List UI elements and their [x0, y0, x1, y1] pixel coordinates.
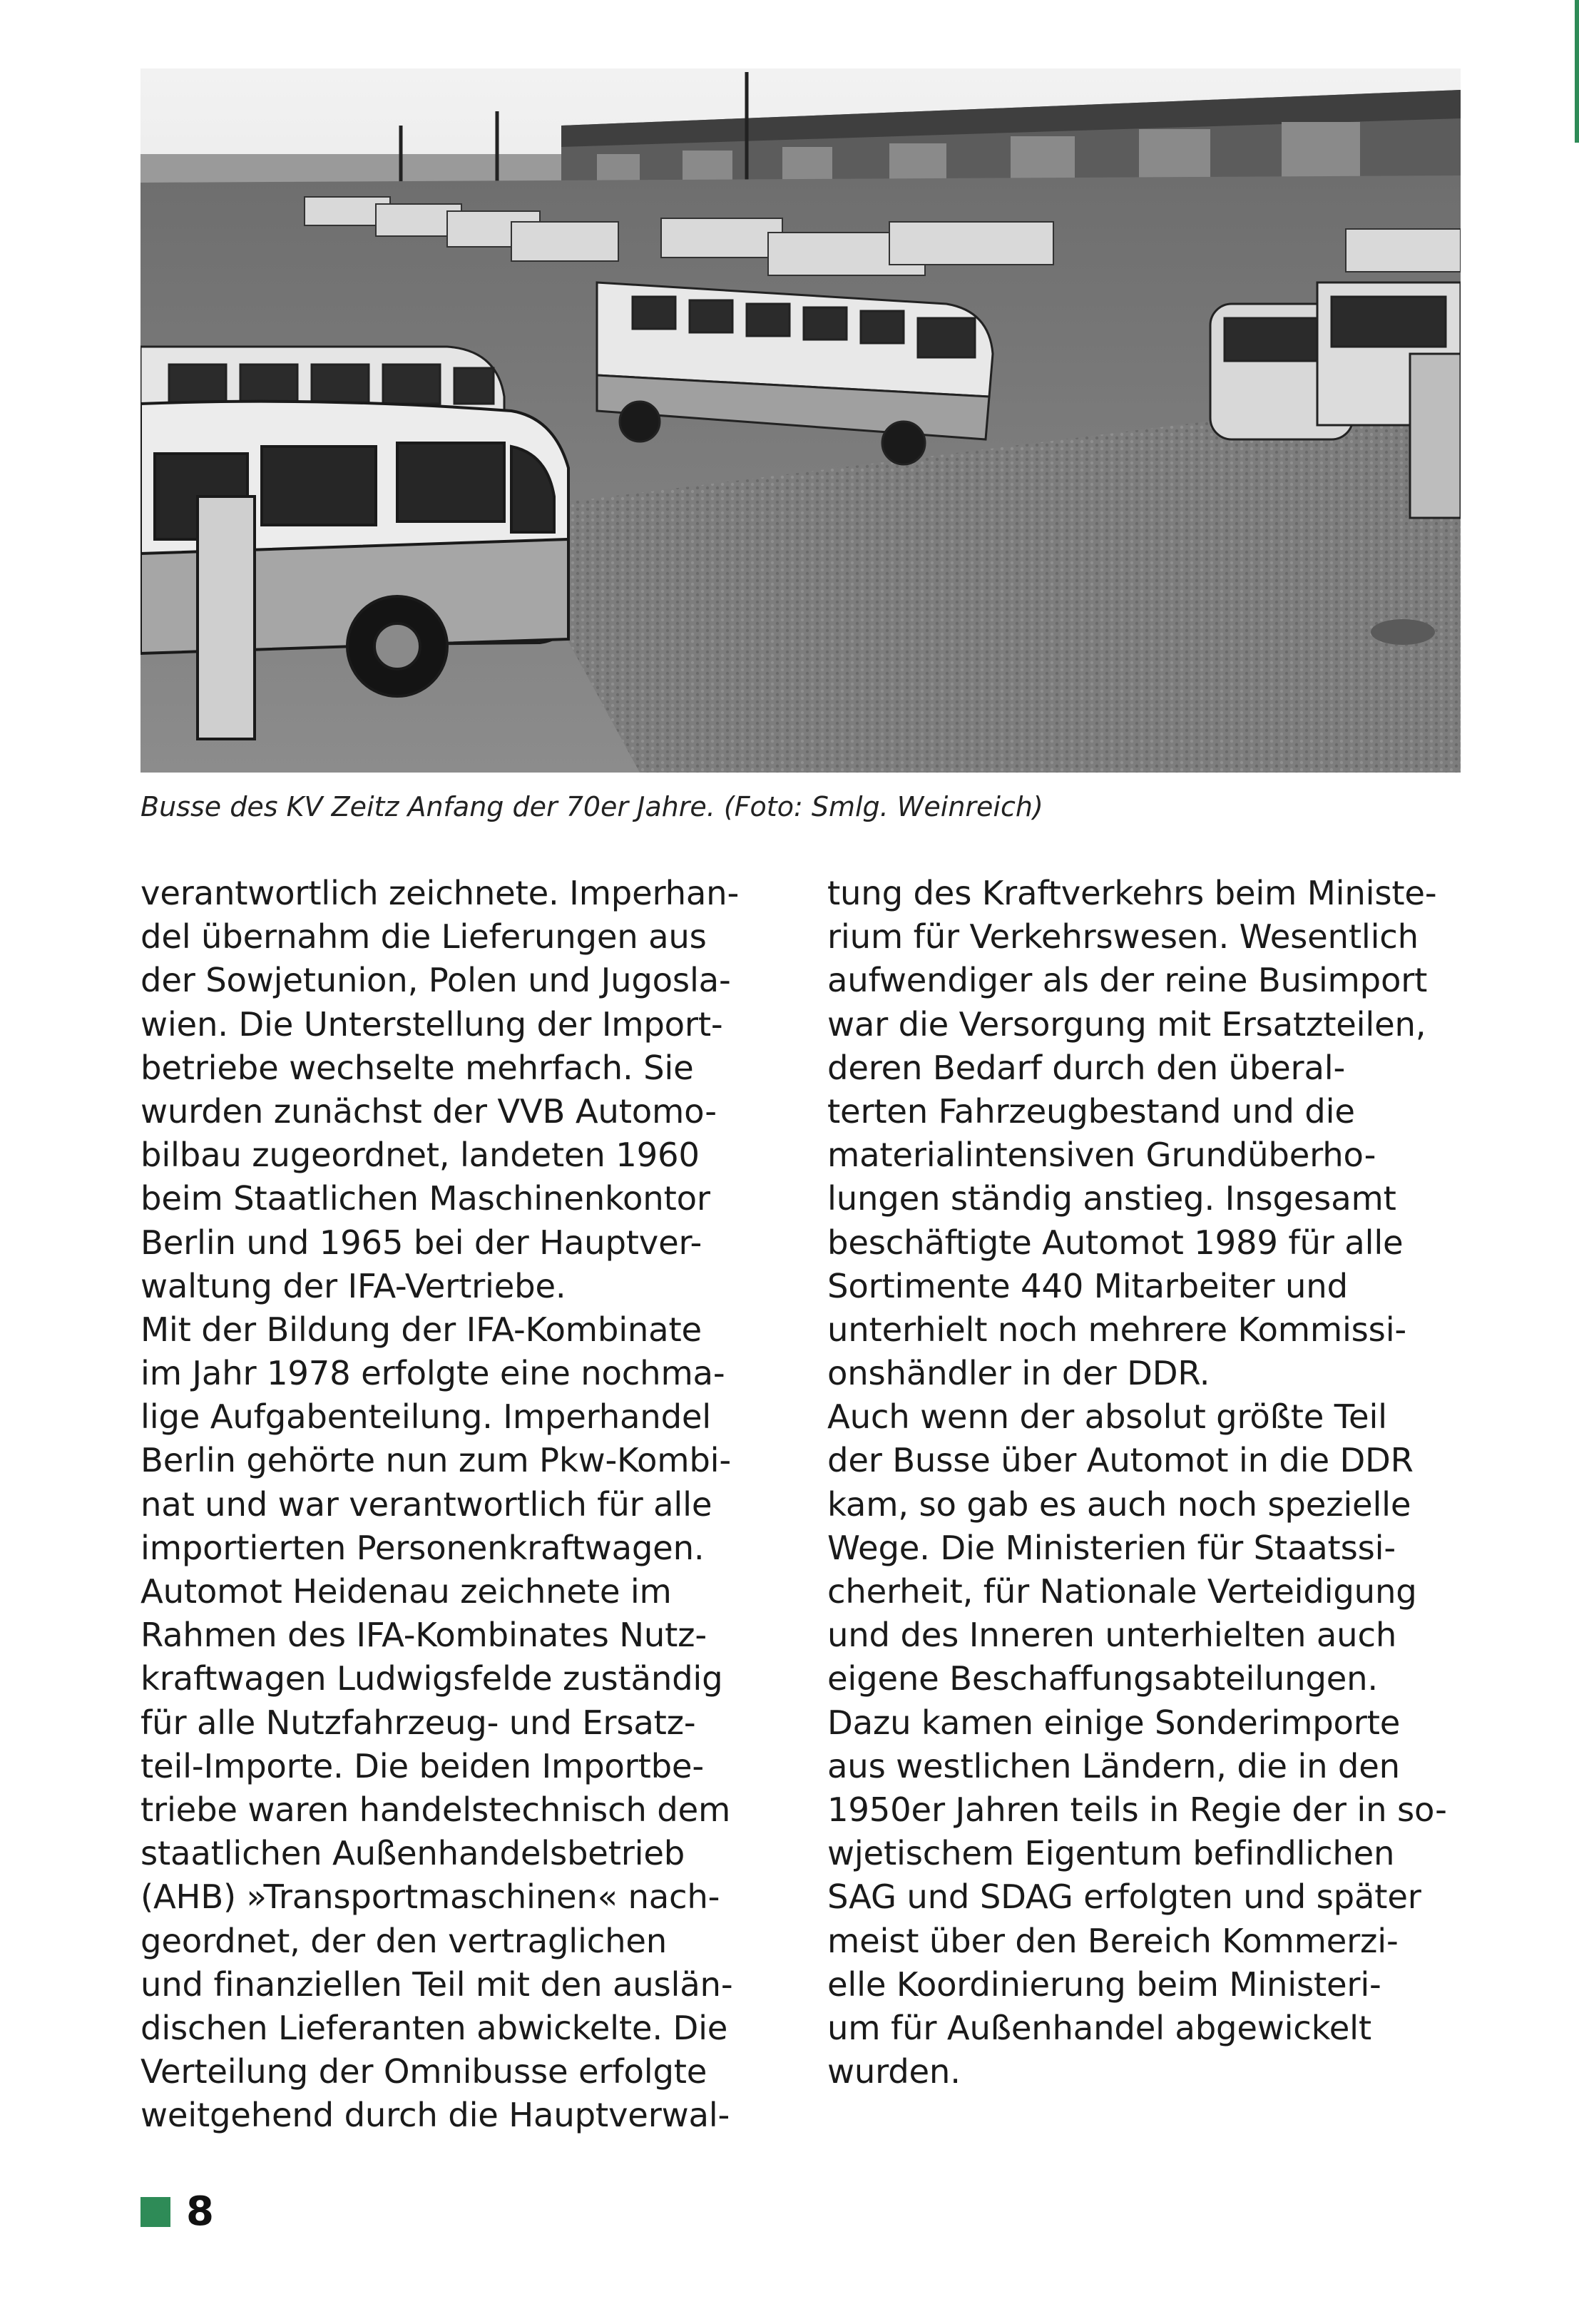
- text-line: unterhielt noch mehrere Kommissi-: [827, 1310, 1407, 1349]
- text-line: wjetischem Eigentum befindlichen: [827, 1834, 1395, 1873]
- photo-caption: Busse des KV Zeitz Anfang der 70er Jahre. (Foto: Smlg. Weinreich): [140, 791, 1043, 822]
- text-line: 1950er Jahren teils in Regie der in so-: [827, 1790, 1447, 1829]
- text-line: der Busse über Automot in die DDR: [827, 1441, 1414, 1480]
- text-line: wurden.: [827, 2052, 961, 2091]
- text-line: Berlin gehörte nun zum Pkw-Kombi-: [140, 1441, 731, 1480]
- text-line: im Jahr 1978 erfolgte eine nochma-: [140, 1354, 725, 1393]
- text-line: Mit der Bildung der IFA-Kombinate: [140, 1310, 702, 1349]
- text-line: SAG und SDAG erfolgten und später: [827, 1877, 1421, 1917]
- left-text-column: [140, 872, 782, 2137]
- right-text-column: [827, 872, 1469, 2094]
- text-line: aus westlichen Ländern, die in den: [827, 1746, 1400, 1785]
- page-number: 8: [186, 2188, 214, 2235]
- text-line: Berlin und 1965 bei der Hauptver-: [140, 1223, 702, 1262]
- text-line: triebe waren handelstechnisch dem: [140, 1790, 731, 1829]
- text-line: dischen Lieferanten abwickelte. Die: [140, 2008, 728, 2047]
- page-edge-marker: [1575, 0, 1579, 143]
- text-line: waltung der IFA-Vertriebe.: [140, 1266, 566, 1305]
- text-line: verantwortlich zeichnete. Imperhan-: [140, 874, 740, 912]
- text-line: lige Aufgabenteilung. Imperhandel: [140, 1397, 712, 1437]
- text-line: Auch wenn der absolut größte Teil: [827, 1397, 1387, 1437]
- text-line: und finanziellen Teil mit den auslän-: [140, 1964, 733, 2004]
- bus-depot-photo: [140, 68, 1461, 773]
- text-line: teil-Importe. Die beiden Importbe-: [140, 1746, 704, 1785]
- text-line: staatlichen Außenhandelsbetrieb: [140, 1834, 685, 1873]
- text-line: tung des Kraftverkehrs beim Ministe-: [827, 874, 1437, 912]
- text-line: der Sowjetunion, Polen und Jugosla-: [140, 961, 731, 1000]
- text-line: (AHB) »Transportmaschinen« nach-: [140, 1877, 720, 1917]
- text-line: beim Staatlichen Maschinenkontor: [140, 1179, 710, 1218]
- text-line: bilbau zugeordnet, landeten 1960: [140, 1136, 700, 1175]
- text-line: für alle Nutzfahrzeug- und Ersatz-: [140, 1703, 696, 1742]
- text-line: geordnet, der den vertraglichen: [140, 1921, 668, 1960]
- text-line: war die Versorgung mit Ersatzteilen,: [827, 1004, 1426, 1044]
- text-line: elle Koordinierung beim Ministeri-: [827, 1964, 1381, 2004]
- text-line: Sortimente 440 Mitarbeiter und: [827, 1266, 1348, 1305]
- text-line: materialintensiven Grundüberho-: [827, 1136, 1376, 1175]
- page-footer: [140, 2188, 214, 2235]
- photo-illustration: [140, 68, 1461, 773]
- text-line: um für Außenhandel abgewickelt: [827, 2008, 1371, 2047]
- text-line: Automot Heidenau zeichnete im: [140, 1572, 672, 1611]
- text-line: importierten Personenkraftwagen.: [140, 1528, 705, 1567]
- text-line: Dazu kamen einige Sonderimporte: [827, 1703, 1401, 1742]
- text-line: aufwendiger als der reine Busimport: [827, 961, 1428, 1000]
- text-line: wurden zunächst der VVB Automo-: [140, 1091, 717, 1131]
- green-square-icon: [140, 2197, 170, 2227]
- text-line: kraftwagen Ludwigsfelde zuständig: [140, 1659, 723, 1698]
- text-line: kam, so gab es auch noch spezielle: [827, 1484, 1411, 1524]
- text-line: eigene Beschaffungsabteilungen.: [827, 1659, 1379, 1698]
- text-line: lungen ständig anstieg. Insgesamt: [827, 1179, 1396, 1218]
- text-line: beschäftigte Automot 1989 für alle: [827, 1223, 1404, 1262]
- text-line: nat und war verantwortlich für alle: [140, 1484, 712, 1524]
- text-line: deren Bedarf durch den überal-: [827, 1048, 1346, 1087]
- text-line: terten Fahrzeugbestand und die: [827, 1091, 1355, 1131]
- text-line: wien. Die Unterstellung der Import-: [140, 1004, 723, 1044]
- text-line: und des Inneren unterhielten auch: [827, 1616, 1397, 1655]
- text-line: meist über den Bereich Kommerzi-: [827, 1921, 1399, 1960]
- text-line: del übernahm die Lieferungen aus: [140, 917, 707, 957]
- text-line: betriebe wechselte mehrfach. Sie: [140, 1048, 694, 1087]
- text-line: cherheit, für Nationale Verteidigung: [827, 1572, 1417, 1611]
- text-line: weitgehend durch die Hauptverwal-: [140, 2096, 730, 2135]
- text-line: Verteilung der Omnibusse erfolgte: [140, 2052, 707, 2091]
- text-line: rium für Verkehrswesen. Wesentlich: [827, 917, 1419, 957]
- text-line: Wege. Die Ministerien für Staatssi-: [827, 1528, 1396, 1567]
- text-line: onshändler in der DDR.: [827, 1354, 1210, 1393]
- text-line: Rahmen des IFA-Kombinates Nutz-: [140, 1616, 707, 1655]
